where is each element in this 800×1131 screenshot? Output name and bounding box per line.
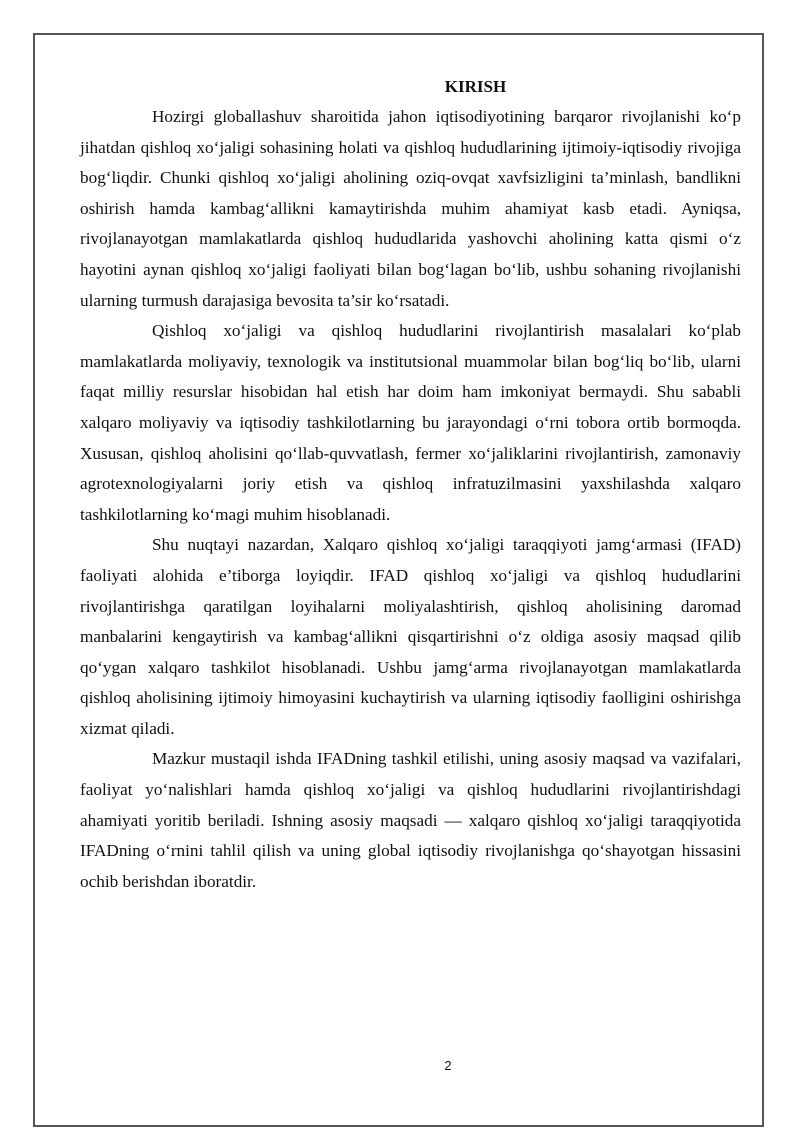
paragraph-2: Qishloq xo‘jaligi va qishloq hududlarini rivojlantirish masalalari ko‘plab mamlakatlarda moliyaviy, texnologik va institutsional muammolar bilan bog‘liq bo‘lib, ularni faqat milliy resurslar hisobidan hal etish har doim ham imkoniyat bermaydi. Shu sababli xalqaro moliyaviy va iqtisodiy tashkilotlarning bu jarayondagi o‘rni tobora ortib bormoqda. Xususan, qishloq aholisini qo‘llab-quvvatlash, fermer xo‘jaliklarini rivojlantirish, zamonaviy agrotexnologiyalarni joriy etish va qishloq infratuzilmasini yaxshilashda xalqaro tashkilotlarning ko‘magi muhim hisoblanadi. <box>80 321 741 524</box>
paragraph-4: Mazkur mustaqil ishda IFADning tashkil etilishi, uning asosiy maqsad va vazifalari, faoliyat yo‘nalishlari hamda qishloq xo‘jaligi va qishloq hududlarini rivojlantirishdagi ahamiyati yoritib beriladi. Ishning asosiy maqsadi — xalqaro qishloq xo‘jaligi taraqqiyotida IFADning o‘rnini tahlil qilish va uning global iqtisodiy rivojlanishga qo‘shayotgan hissasini ochib berishdan iboratdir. <box>80 749 741 891</box>
section-title: KIRISH <box>444 77 507 96</box>
paragraph-3: Shu nuqtayi nazardan, Xalqaro qishloq xo‘jaligi taraqqiyoti jamg‘armasi (IFAD) faoliyati alohida e’tiborga loyiqdir. IFAD qishloq xo‘jaligi va qishloq hududlarini rivojlantirishga qaratilgan loyihalarni moliyalashtirish, qishloq aholisining daromad manbalarini kengaytirish va kambag‘allikni qisqartirishni o‘z oldiga asosiy maqsad qilib qo‘ygan xalqaro tashkilot hisoblanadi. Ushbu jamg‘arma rivojlanayotgan mamlakatlarda qishloq aholisining ijtimoiy himoyasini kuchaytirish va ularning iqtisodiy faolligini oshirishga xizmat qiladi. <box>80 535 741 738</box>
page-number: 2 <box>444 1058 452 1073</box>
document-body <box>80 68 741 897</box>
paragraph-1: Hozirgi globallashuv sharoitida jahon iqtisodiyotining barqaror rivojlanishi ko‘p jihatdan qishloq xo‘jaligi sohasining holati va qishloq hududlarining ijtimoiy-iqtisodiy rivojiga bog‘liqdir. Chunki qishloq xo‘jaligi aholining oziq-ovqat xavfsizligini ta’minlash, bandlikni oshirish hamda kambag‘allikni kamaytirishda muhim ahamiyat kasb etadi. Ayniqsa, rivojlanayotgan mamlakatlarda qishloq hududlarida yashovchi aholining katta qismi o‘z hayotini aynan qishloq xo‘jaligi faoliyati bilan bog‘lagan bo‘lib, ushbu sohaning rivojlanishi ularning turmush darajasiga bevosita ta’sir ko‘rsatadi. <box>80 107 741 310</box>
